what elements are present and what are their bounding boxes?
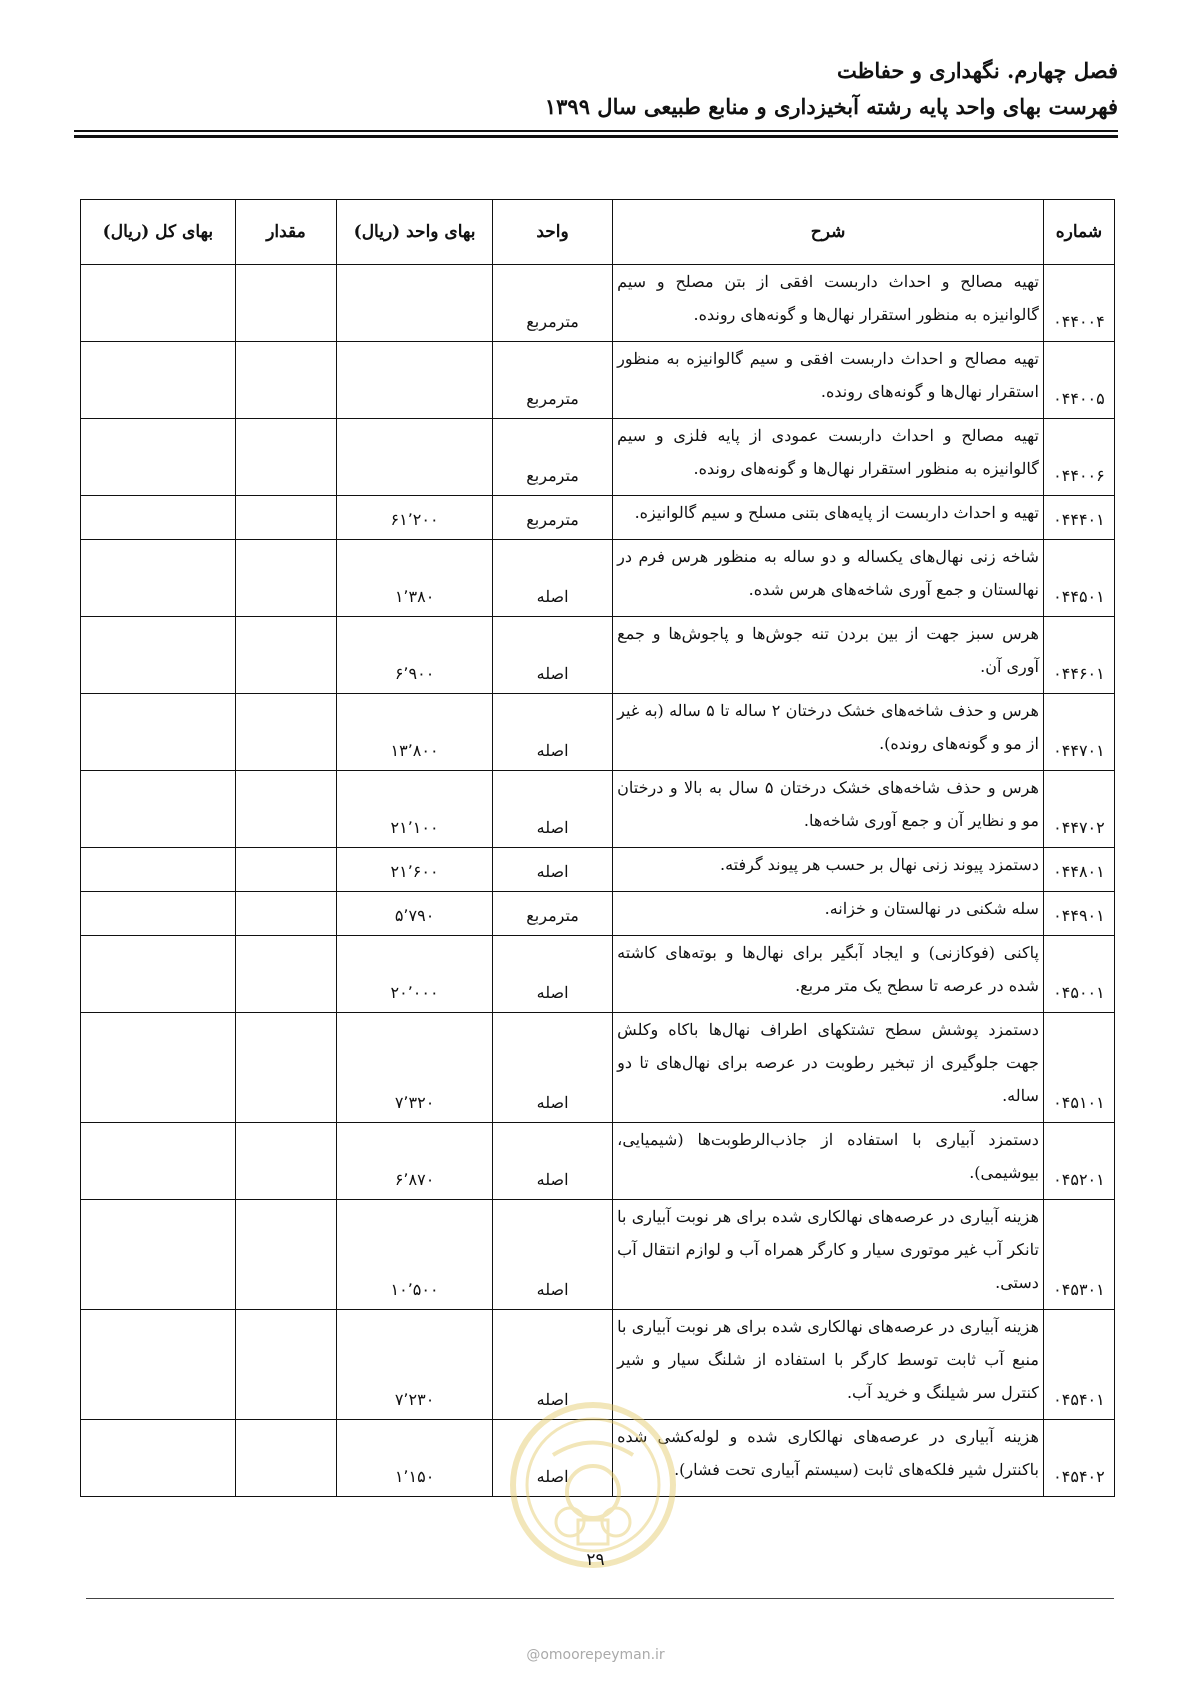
item-quantity <box>235 1200 336 1310</box>
table-row <box>81 694 1115 771</box>
table-row <box>81 892 1115 936</box>
item-description: هزینه آبیاری در عرصه‌های نهالکاری شده و لوله‌کشی شده باکنترل شیر فلکه‌های ثابت (سیستم آبیاری تحت فشار). <box>613 1420 1044 1497</box>
item-description: هرس و حذف شاخه‌های خشک درختان ۲ ساله تا ۵ ساله (به غیر از مو و گونه‌های رونده). <box>613 694 1044 771</box>
item-unit-price: ۷٬۲۳۰ <box>337 1310 493 1420</box>
item-code: ۰۴۴۵۰۱ <box>1043 540 1114 617</box>
item-code: ۰۴۴۰۰۴ <box>1043 265 1114 342</box>
item-unit-price: ۲۱٬۱۰۰ <box>337 771 493 848</box>
table-row <box>81 540 1115 617</box>
item-unit: اصله <box>492 771 612 848</box>
item-total-price <box>81 342 236 419</box>
item-description: تهیه و احداث داربست از پایه‌های بتنی مسلح و سیم گالوانیزه. <box>613 496 1044 540</box>
item-code: ۰۴۴۷۰۲ <box>1043 771 1114 848</box>
table-row <box>81 1013 1115 1123</box>
footer-rule <box>86 1598 1114 1599</box>
item-total-price <box>81 1200 236 1310</box>
header-rule-thick <box>74 135 1118 138</box>
item-unit: مترمربع <box>492 892 612 936</box>
item-code: ۰۴۴۸۰۱ <box>1043 848 1114 892</box>
item-code: ۰۴۵۴۰۲ <box>1043 1420 1114 1497</box>
item-unit-price: ۶٬۸۷۰ <box>337 1123 493 1200</box>
page-number: ۲۹ <box>586 1550 605 1570</box>
table-row <box>81 342 1115 419</box>
item-description: شاخه زنی نهال‌های یکساله و دو ساله به منظور هرس فرم در نهالستان و جمع آوری شاخه‌های هرس شده. <box>613 540 1044 617</box>
header-quantity: مقدار <box>235 200 336 265</box>
item-code: ۰۴۴۶۰۱ <box>1043 617 1114 694</box>
item-code: ۰۴۴۷۰۱ <box>1043 694 1114 771</box>
item-code: ۰۴۴۰۰۶ <box>1043 419 1114 496</box>
item-unit: مترمربع <box>492 419 612 496</box>
item-description: سله شکنی در نهالستان و خزانه. <box>613 892 1044 936</box>
item-code: ۰۴۴۴۰۱ <box>1043 496 1114 540</box>
item-unit: اصله <box>492 1123 612 1200</box>
item-total-price <box>81 892 236 936</box>
item-unit: اصله <box>492 1420 612 1497</box>
header-total-price: بهای کل (ریال) <box>81 200 236 265</box>
item-quantity <box>235 848 336 892</box>
item-total-price <box>81 1123 236 1200</box>
item-unit: مترمربع <box>492 496 612 540</box>
table-body <box>81 265 1115 1497</box>
item-unit-price: ۱۰٬۵۰۰ <box>337 1200 493 1310</box>
item-quantity <box>235 1013 336 1123</box>
item-description: هزینه آبیاری در عرصه‌های نهالکاری شده برای هر نوبت آبیاری با منبع آب ثابت توسط کارگر با استفاده از شلنگ سیار و شیر کنترل سر شیلنگ و خرید آب. <box>613 1310 1044 1420</box>
item-unit-price <box>337 265 493 342</box>
table-row <box>81 419 1115 496</box>
item-unit-price: ۶۱٬۲۰۰ <box>337 496 493 540</box>
item-unit-price: ۶٬۹۰۰ <box>337 617 493 694</box>
item-quantity <box>235 936 336 1013</box>
item-quantity <box>235 694 336 771</box>
item-code: ۰۴۵۳۰۱ <box>1043 1200 1114 1310</box>
item-description: هرس سبز جهت از بین بردن تنه جوش‌ها و پاجوش‌ها و جمع آوری آن. <box>613 617 1044 694</box>
item-total-price <box>81 1013 236 1123</box>
chapter-title: فصل چهارم. نگهداری و حفاظت <box>837 58 1118 83</box>
item-unit-price: ۵٬۷۹۰ <box>337 892 493 936</box>
item-code: ۰۴۴۹۰۱ <box>1043 892 1114 936</box>
item-total-price <box>81 617 236 694</box>
table-row <box>81 617 1115 694</box>
item-total-price <box>81 540 236 617</box>
item-code: ۰۴۵۱۰۱ <box>1043 1013 1114 1123</box>
page-header <box>80 56 1118 122</box>
table-row <box>81 265 1115 342</box>
item-total-price <box>81 265 236 342</box>
item-code: ۰۴۵۴۰۱ <box>1043 1310 1114 1420</box>
item-quantity <box>235 1123 336 1200</box>
item-description: تهیه مصالح و احداث داربست افقی از بتن مصلح و سیم گالوانیزه به منظور استقرار نهال‌ها و گونه‌های رونده. <box>613 265 1044 342</box>
item-unit: اصله <box>492 1310 612 1420</box>
table-row <box>81 496 1115 540</box>
table-row <box>81 1123 1115 1200</box>
header-description: شرح <box>613 200 1044 265</box>
item-code: ۰۴۵۲۰۱ <box>1043 1123 1114 1200</box>
item-unit: اصله <box>492 1200 612 1310</box>
item-total-price <box>81 1310 236 1420</box>
item-unit-price <box>337 419 493 496</box>
document-subtitle: فهرست بهای واحد پایه رشته آبخیزداری و منابع طبیعی سال ۱۳۹۹ <box>544 94 1118 119</box>
table-row <box>81 936 1115 1013</box>
item-total-price <box>81 1420 236 1497</box>
item-code: ۰۴۴۰۰۵ <box>1043 342 1114 419</box>
item-unit-price <box>337 342 493 419</box>
item-unit: اصله <box>492 617 612 694</box>
table-row <box>81 1200 1115 1310</box>
header-unit: واحد <box>492 200 612 265</box>
item-description: پاکنی (فوکازنی) و ایجاد آبگیر برای نهال‌ها و بوته‌های کاشته شده در عرصه تا سطح یک متر مربع. <box>613 936 1044 1013</box>
item-unit-price: ۱٬۳۸۰ <box>337 540 493 617</box>
item-total-price <box>81 936 236 1013</box>
item-unit-price: ۱٬۱۵۰ <box>337 1420 493 1497</box>
seal-icon <box>508 1400 678 1570</box>
item-unit-price: ۷٬۳۲۰ <box>337 1013 493 1123</box>
item-quantity <box>235 617 336 694</box>
item-description: دستمزد پیوند زنی نهال بر حسب هر پیوند گرفته. <box>613 848 1044 892</box>
item-unit: اصله <box>492 848 612 892</box>
item-quantity <box>235 1420 336 1497</box>
watermark-text: @omoorepeyman.ir <box>526 1647 665 1663</box>
item-description: دستمزد آبیاری با استفاده از جاذب‌الرطوبت‌ها (شیمیایی، بیوشیمی). <box>613 1123 1044 1200</box>
item-unit: اصله <box>492 540 612 617</box>
item-total-price <box>81 848 236 892</box>
item-description: هزینه آبیاری در عرصه‌های نهالکاری شده برای هر نوبت آبیاری با تانکر آب غیر موتوری سیار و کارگر همراه آب و لوازم انتقال آب دستی. <box>613 1200 1044 1310</box>
item-code: ۰۴۵۰۰۱ <box>1043 936 1114 1013</box>
table-row <box>81 771 1115 848</box>
price-table <box>80 199 1115 1497</box>
item-unit-price: ۲۱٬۶۰۰ <box>337 848 493 892</box>
item-unit: اصله <box>492 694 612 771</box>
item-description: تهیه مصالح و احداث داربست افقی و سیم گالوانیزه به منظور استقرار نهال‌ها و گونه‌های رونده. <box>613 342 1044 419</box>
header-unit-price: بهای واحد (ریال) <box>337 200 493 265</box>
item-total-price <box>81 496 236 540</box>
item-unit-price: ۲۰٬۰۰۰ <box>337 936 493 1013</box>
item-quantity <box>235 892 336 936</box>
item-quantity <box>235 342 336 419</box>
item-quantity <box>235 265 336 342</box>
item-total-price <box>81 419 236 496</box>
item-quantity <box>235 1310 336 1420</box>
item-unit: اصله <box>492 1013 612 1123</box>
table-header-row <box>81 200 1115 265</box>
item-unit: مترمربع <box>492 342 612 419</box>
header-code: شماره <box>1043 200 1114 265</box>
item-quantity <box>235 419 336 496</box>
item-unit-price: ۱۳٬۸۰۰ <box>337 694 493 771</box>
item-quantity <box>235 540 336 617</box>
item-total-price <box>81 694 236 771</box>
item-quantity <box>235 496 336 540</box>
item-description: تهیه مصالح و احداث داربست عمودی از پایه فلزی و سیم گالوانیزه به منظور استقرار نهال‌ها و گونه‌های رونده. <box>613 419 1044 496</box>
item-unit: مترمربع <box>492 265 612 342</box>
item-description: هرس و حذف شاخه‌های خشک درختان ۵ سال به بالا و درختان مو و نظایر آن و جمع آوری شاخه‌ها. <box>613 771 1044 848</box>
header-rule <box>74 130 1118 132</box>
item-description: دستمزد پوشش سطح تشتکهای اطراف نهال‌ها باکاه وکلش جهت جلوگیری از تبخیر رطوبت در عرصه برای نهال‌های تا دو ساله. <box>613 1013 1044 1123</box>
item-quantity <box>235 771 336 848</box>
table-row <box>81 848 1115 892</box>
item-total-price <box>81 771 236 848</box>
item-unit: اصله <box>492 936 612 1013</box>
